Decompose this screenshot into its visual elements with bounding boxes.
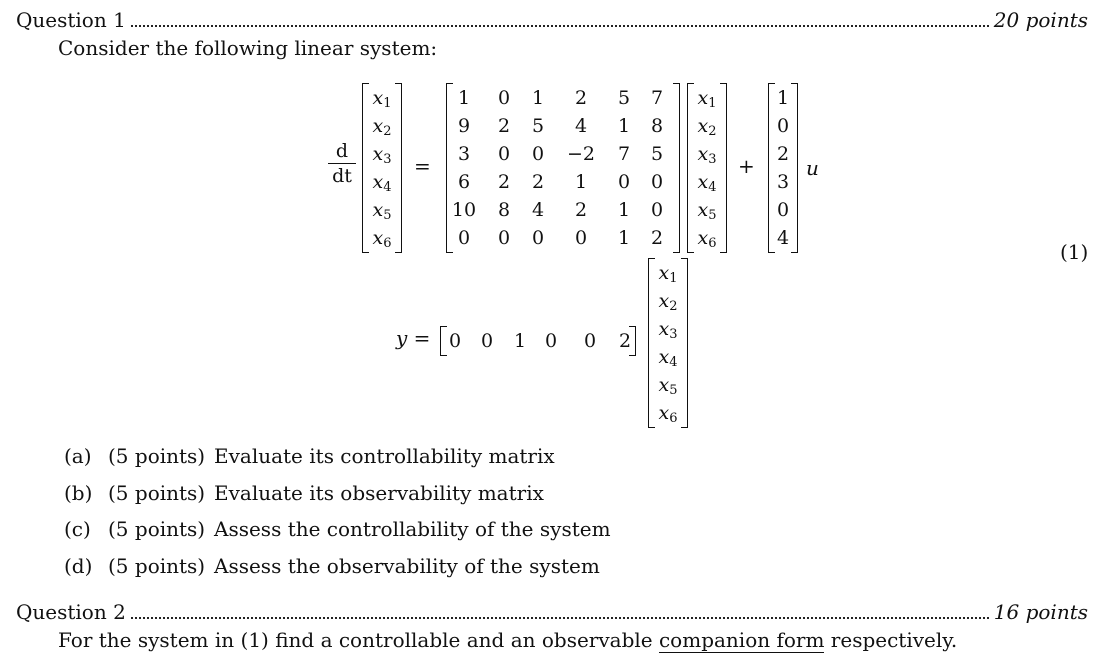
state-variable: x (372, 143, 384, 165)
right-bracket (673, 83, 680, 253)
matrix-a-entry: 0 (650, 199, 664, 221)
state-index: 1 (669, 271, 678, 286)
question-1-points: 20 points (990, 8, 1088, 32)
part-c (64, 517, 611, 541)
part-text: Assess the controllability of the system (214, 517, 611, 541)
state-entry (373, 168, 392, 196)
state-index: 3 (383, 152, 392, 167)
state-variable: x (697, 87, 709, 109)
state-index: 2 (669, 299, 678, 314)
part-d (64, 554, 600, 578)
state-variable: x (658, 346, 670, 368)
question-2-points: 16 points (990, 600, 1088, 624)
question-2-text-before: For the system in (1) find a controllable and an observable (58, 628, 659, 652)
matrix-a-entry: 0 (531, 227, 545, 249)
state-entry (373, 224, 392, 252)
state-index: 4 (708, 180, 717, 195)
state-entry (659, 371, 678, 399)
question-2-header (16, 600, 1088, 630)
state-variable: x (372, 171, 384, 193)
matrix-c (440, 326, 636, 356)
input-symbol: u (806, 156, 819, 180)
plus-sign: + (738, 154, 755, 178)
matrix-a-entry: 0 (531, 143, 545, 165)
leader-dots (128, 617, 992, 619)
state-entry (659, 343, 678, 371)
question-2-text (58, 628, 957, 652)
state-variable: x (697, 171, 709, 193)
left-bracket (687, 83, 694, 253)
matrix-a-entry: 1 (531, 87, 545, 109)
right-bracket (395, 83, 402, 253)
derivative-operator (328, 140, 356, 187)
matrix-a-entry: 0 (650, 171, 664, 193)
part-points: (5 points) (108, 517, 206, 541)
state-entry (373, 112, 392, 140)
matrix-b-entry: 3 (776, 171, 790, 193)
matrix-a-entry: 8 (650, 115, 664, 137)
matrix-a-entry: 2 (497, 115, 511, 137)
state-entry (373, 84, 392, 112)
state-entry (698, 168, 717, 196)
matrix-b-entry: 2 (776, 143, 790, 165)
derivative-numerator: d (335, 140, 349, 162)
matrix-a-entry: 1 (457, 87, 471, 109)
question-2-text-after: respectively. (824, 628, 958, 652)
state-entry (698, 84, 717, 112)
leader-dots (128, 25, 992, 27)
state-index: 1 (708, 96, 717, 111)
matrix-c-entry: 0 (583, 330, 597, 352)
state-variable: x (372, 199, 384, 221)
matrix-c-entry: 0 (448, 330, 462, 352)
matrix-a-entry: 5 (650, 143, 664, 165)
output-lhs: y = (396, 326, 431, 350)
matrix-a-entry: 2 (497, 171, 511, 193)
state-index: 3 (669, 327, 678, 342)
matrix-a-entry: 6 (457, 171, 471, 193)
matrix-a-entry: 2 (574, 199, 588, 221)
state-variable: x (658, 402, 670, 424)
state-entry (698, 112, 717, 140)
part-text: Evaluate its observability matrix (214, 481, 544, 505)
matrix-a-entry: 0 (497, 227, 511, 249)
matrix-a-entry: 0 (617, 171, 631, 193)
state-entry (659, 399, 678, 427)
matrix-a-entry: 7 (617, 143, 631, 165)
state-index: 5 (669, 383, 678, 398)
left-bracket (440, 326, 447, 356)
state-variable: x (658, 290, 670, 312)
right-bracket (720, 83, 727, 253)
state-entry (373, 140, 392, 168)
matrix-a-entry: 4 (574, 115, 588, 137)
state-variable: x (697, 143, 709, 165)
state-variable: x (697, 227, 709, 249)
state-variable: x (658, 374, 670, 396)
matrix-a-entry: 2 (531, 171, 545, 193)
question-1-title: Question 1 (16, 8, 130, 32)
matrix-a-entry: −2 (566, 143, 596, 165)
state-variable: x (658, 318, 670, 340)
left-bracket (362, 83, 369, 253)
state-index: 3 (708, 152, 717, 167)
state-index: 6 (383, 236, 392, 251)
state-entry (698, 140, 717, 168)
state-variable: x (372, 115, 384, 137)
state-index: 6 (669, 411, 678, 426)
matrix-a-entry: 0 (497, 143, 511, 165)
matrix-a (446, 83, 680, 253)
matrix-a-entry: 7 (650, 87, 664, 109)
state-entry (659, 315, 678, 343)
matrix-b-entry: 0 (776, 115, 790, 137)
left-bracket (446, 83, 453, 253)
matrix-c-entry: 1 (513, 330, 527, 352)
matrix-a-entry: 0 (574, 227, 588, 249)
companion-form-underlined: companion form (658, 628, 825, 652)
matrix-a-entry: 1 (574, 171, 588, 193)
matrix-a-entry: 3 (457, 143, 471, 165)
matrix-a-entry: 5 (617, 87, 631, 109)
state-variable: x (697, 115, 709, 137)
right-bracket (791, 83, 798, 253)
question-2-title: Question 2 (16, 600, 130, 624)
state-entry (373, 196, 392, 224)
equation-number: (1) (1060, 240, 1089, 264)
question-1-header (16, 8, 1088, 38)
matrix-a-entry: 1 (617, 115, 631, 137)
part-label: (c) (64, 517, 91, 541)
part-points: (5 points) (108, 444, 206, 468)
state-variable: x (658, 262, 670, 284)
left-bracket (768, 83, 775, 253)
state-entry (659, 287, 678, 315)
matrix-a-entry: 10 (451, 199, 477, 221)
state-variable: x (372, 227, 384, 249)
matrix-a-entry: 1 (617, 227, 631, 249)
state-index: 2 (708, 124, 717, 139)
state-index: 5 (708, 208, 717, 223)
matrix-c-entry: 2 (618, 330, 632, 352)
left-bracket (648, 258, 655, 428)
matrix-a-entry: 0 (457, 227, 471, 249)
state-entry (698, 224, 717, 252)
rhs-state-vector (687, 83, 727, 253)
matrix-a-entry: 4 (531, 199, 545, 221)
part-label: (a) (64, 444, 92, 468)
state-entry (698, 196, 717, 224)
matrix-a-entry: 2 (574, 87, 588, 109)
state-variable: x (372, 87, 384, 109)
matrix-a-entry: 9 (457, 115, 471, 137)
state-entry (659, 259, 678, 287)
state-index: 5 (383, 208, 392, 223)
matrix-b-entry: 4 (776, 227, 790, 249)
matrix-b-entry: 0 (776, 199, 790, 221)
state-index: 2 (383, 124, 392, 139)
part-label: (d) (64, 554, 93, 578)
question-1-intro: Consider the following linear system: (58, 36, 438, 60)
part-b (64, 481, 544, 505)
lhs-state-vector (362, 83, 402, 253)
matrix-a-entry: 2 (650, 227, 664, 249)
matrix-a-entry: 8 (497, 199, 511, 221)
part-label: (b) (64, 481, 93, 505)
state-index: 4 (383, 180, 392, 195)
matrix-b-entry: 1 (776, 87, 790, 109)
right-bracket (681, 258, 688, 428)
matrix-a-entry: 1 (617, 199, 631, 221)
equals-sign: = (414, 154, 431, 178)
part-points: (5 points) (108, 481, 206, 505)
output-state-vector (648, 258, 688, 428)
state-variable: x (697, 199, 709, 221)
part-a (64, 444, 555, 468)
matrix-b (768, 83, 798, 253)
derivative-denominator: dt (332, 165, 352, 187)
matrix-c-entry: 0 (480, 330, 494, 352)
part-points: (5 points) (108, 554, 206, 578)
part-text: Evaluate its controllability matrix (214, 444, 555, 468)
matrix-a-entry: 0 (497, 87, 511, 109)
matrix-c-entry: 0 (544, 330, 558, 352)
state-index: 4 (669, 355, 678, 370)
matrix-a-entry: 5 (531, 115, 545, 137)
state-index: 1 (383, 96, 392, 111)
part-text: Assess the observability of the system (214, 554, 600, 578)
state-index: 6 (708, 236, 717, 251)
